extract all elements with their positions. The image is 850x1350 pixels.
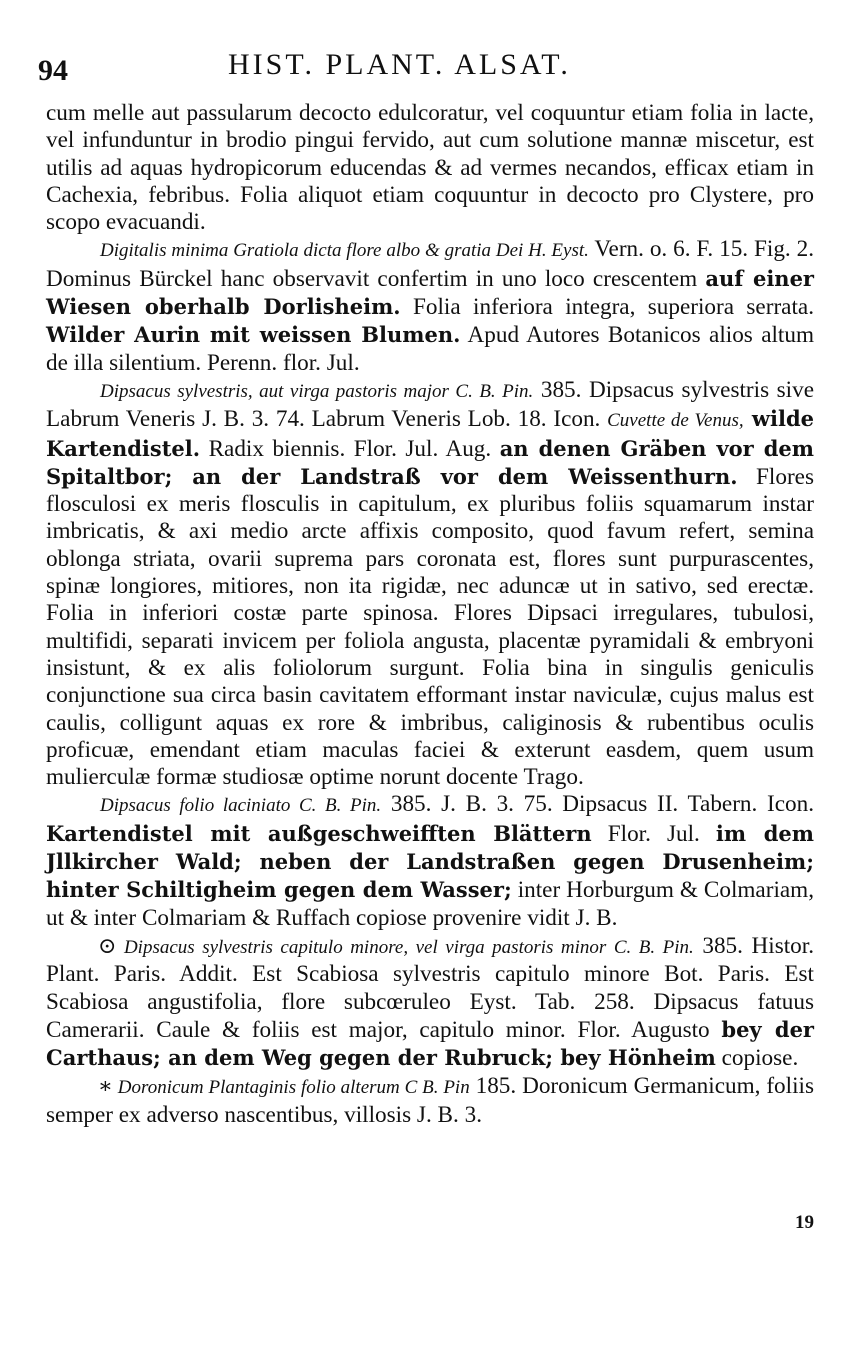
german-text: im dem Jllkircher Wald; neben der Landstraßen gegen Drusenheim; hinter Schiltigheim gegen dem Wasser;: [46, 820, 814, 903]
italic-name: Dipsacus folio laciniato C. B. Pin.: [100, 795, 382, 817]
latin-text: Folia inferiora integra, superiora serrata.: [400, 294, 814, 321]
catchword: 19: [795, 1212, 814, 1233]
italic-name: Cuvette de Venus,: [607, 410, 744, 432]
circle-dot-icon: ⊙: [98, 932, 117, 958]
running-head: HIST. PLANT. ALSAT.: [228, 48, 571, 81]
italic-name: Dipsacus sylvestris capitulo minore, vel virga pastoris minor C. B. Pin.: [116, 936, 694, 958]
asterisk-icon: ∗: [98, 1073, 113, 1099]
latin-text: Flor. Jul.: [591, 820, 716, 847]
german-text: Kartendistel mit außgeschweifften Blättern: [46, 820, 592, 846]
page-header: [38, 48, 818, 88]
latin-text: Apud Autores Botanicos alios altum de illa silentium. Perenn. flor. Jul.: [46, 322, 815, 376]
entry-dipsacus-minor: [46, 932, 814, 1072]
italic-name: Doronicum Plantaginis folio alterum C B. Pin: [112, 1077, 470, 1099]
latin-text: Flores flosculosi ex meris flosculis in capitulum, ex pluribus foliis squamarum instar imbricatis, & axi medio arcte affixis composito, quod favum refert, semina oblonga striata, ovarii suprema pars coronata est, flores sunt purpurascentes, spinæ longiores, mitiores, non ita rigidæ, nec aduncæ ut in sativo, sed erectæ. Folia in inferiori costæ parte spinosa. Flores Dipsaci irregulares, tubulosi, multifidi, separati invicem per foliola angusta, placentæ pyramidali & embryoni insistunt, & ex alis foliolorum surgunt. Folia bina in singulis geniculis conjunctione sua circa basin cavitatem efformant instar naviculæ, cujus malus est caulis, colligunt aquas ex rore & imbribus, caliginosis & rubentibus oculis proficuæ, emendant etiam maculas faciei & exterunt easdem, quem usum mulierculæ formæ studiosæ optime norunt docente Trago.: [46, 463, 814, 791]
latin-text: Radix biennis. Flor. Jul. Aug.: [200, 435, 500, 462]
german-text: Wilder Aurin mit weissen Blumen.: [46, 322, 461, 348]
german-text: wilde Kartendistel.: [46, 406, 814, 461]
italic-name: Digitalis minima Gratiola dicta flore albo & gratia Dei H. Eyst.: [100, 240, 589, 262]
german-text: auf einer Wiesen oberhalb Dorlisheim.: [46, 265, 814, 320]
latin-text: inter Horburgum & Colmariam, ut & inter Colmariam & Ruffach copiose provenire vidit J. B.: [46, 877, 815, 931]
latin-text: 385. Dipsacus sylvestris sive Labrum Veneris J. B. 3. 74. Labrum Veneris Lob. 18. Icon.: [46, 376, 814, 433]
italic-name: Dipsacus sylvestris, aut virga pastoris major C. B. Pin.: [100, 380, 534, 402]
latin-text: 385. J. B. 3. 75. Dipsacus II. Tabern. Icon.: [381, 791, 814, 818]
latin-text: Vern. o. 6. F. 15. Fig. 2. Dominus Bürckel hanc observavit confertim in uno loco crescentem: [46, 236, 814, 292]
entry-dipsacus-sylvestris: [46, 377, 814, 791]
german-text: bey der Carthaus; an dem Weg gegen der Rubruck; bey Hönheim: [46, 1016, 814, 1071]
german-text: an denen Gräben vor dem Spitaltbor; an der Landstraß vor dem Weissenthurn.: [46, 435, 814, 489]
latin-text: copiose.: [715, 1045, 799, 1072]
entry-digitalis: [46, 236, 814, 376]
entry-doronicum: [46, 1072, 814, 1129]
latin-text: 385. Histor. Plant. Paris. Addit. Est Scabiosa sylvestris capitulo minore Bot. Paris. Est Scabiosa angustifolia, flore subcœruleo Eyst. Tab. 258. Dipsacus fatuus Camerarii. Caule & foliis est major, capitulo minor. Flor. Augusto: [46, 932, 814, 1043]
entry-dipsacus-laciniato: [46, 791, 814, 931]
body-text: [46, 100, 814, 1129]
latin-text: cum melle aut passularum decocto edulcoratur, vel coquuntur etiam folia in lacte, vel infunduntur in brodio pingui fervido, aut cum solutione mannæ miscetur, est utilis ad aquas hydropicorum educendas & ad vermes necandos, efficax etiam in Cachexia, febribus. Folia aliquot etiam coquuntur in decocto pro Clystere, pro scopo evacuandi.: [46, 100, 814, 236]
paragraph-continuation: [46, 100, 814, 236]
page-number: 94: [38, 54, 68, 87]
latin-text: 185. Doronicum Germanicum, foliis semper ex adverso nascentibus, villosis J. B. 3.: [46, 1073, 814, 1128]
